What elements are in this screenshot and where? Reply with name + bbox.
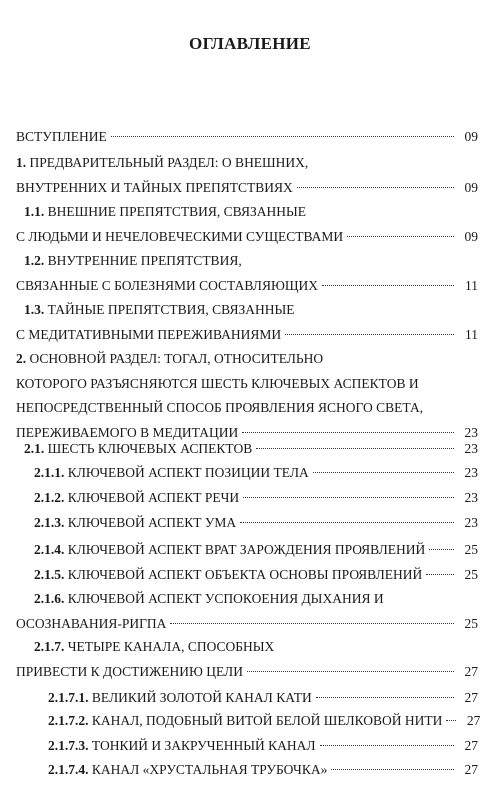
page-number: 09	[464, 179, 478, 195]
section-title: ВНЕШНИЕ ПРЕПЯТСТВИЯ, СВЯЗАННЫЕ	[47, 204, 306, 219]
dot-leader	[316, 697, 454, 698]
toc-entry-text	[16, 613, 166, 635]
section-number: 2.1.7.2.	[48, 713, 89, 728]
section-title: ОСНОВНОЙ РАЗДЕЛ: ТОГАЛ, ОТНОСИТЕЛЬНО	[29, 351, 324, 366]
page-number: 11	[465, 277, 478, 293]
dot-leader	[322, 285, 454, 286]
toc-entry-text	[16, 126, 107, 148]
toc-entry-text	[34, 487, 239, 509]
toc-entry-text	[24, 253, 242, 268]
toc-entry	[34, 487, 478, 509]
section-title: КЛЮЧЕВОЙ АСПЕКТ УСПОКОЕНИЯ ДЫХАНИЯ И	[67, 591, 384, 606]
dot-leader	[429, 549, 454, 550]
dot-leader	[256, 448, 454, 449]
toc-entry-line	[16, 397, 423, 419]
page-number: 23	[464, 465, 478, 480]
toc-entry-line	[16, 348, 323, 370]
section-title: ВСТУПЛЕНИЕ	[16, 129, 107, 144]
toc-entry-text	[34, 512, 236, 534]
toc-entry-line	[16, 152, 308, 174]
section-title: ПЕРЕЖИВАЕМОГО В МЕДИТАЦИИ	[16, 424, 239, 440]
section-title: КЛЮЧЕВОЙ АСПЕКТ ОБЪЕКТА ОСНОВЫ ПРОЯВЛЕНИЙ	[67, 567, 423, 582]
section-number: 2.1.2.	[34, 490, 65, 505]
section-number: 2.1.	[24, 441, 45, 456]
toc-entry	[34, 512, 478, 534]
section-number: 2.1.7.1.	[48, 690, 89, 705]
section-title: ПРЕДВАРИТЕЛЬНЫЙ РАЗДЕЛ: О ВНЕШНИХ,	[29, 155, 309, 170]
toc-entry	[16, 661, 478, 683]
toc-entry	[16, 324, 478, 346]
section-title: ПРИВЕСТИ К ДОСТИЖЕНИЮ ЦЕЛИ	[16, 663, 243, 679]
dot-leader	[426, 574, 454, 575]
page-number: 11	[465, 326, 478, 342]
section-title: ЧЕТЫРЕ КАНАЛА, СПОСОБНЫХ	[67, 639, 275, 654]
toc-entry-text	[34, 564, 422, 586]
toc-entry-line	[34, 588, 384, 610]
section-number: 1.3.	[24, 302, 45, 317]
section-number: 2.1.4.	[34, 542, 65, 557]
toc-entry-text	[48, 710, 442, 732]
page-number: 27	[464, 738, 478, 753]
toc-entry	[34, 564, 478, 586]
section-number: 1.1.	[24, 204, 45, 219]
section-number: 2.1.1.	[34, 465, 65, 480]
toc-entry-text	[16, 376, 419, 391]
toc-entry-text	[16, 351, 323, 366]
toc-entry-text	[16, 275, 318, 297]
dot-leader	[242, 432, 454, 433]
toc-entry	[16, 177, 478, 199]
section-title: С МЕДИТАТИВНЫМИ ПЕРЕЖИВАНИЯМИ	[16, 326, 282, 342]
toc-entry-text	[16, 177, 293, 199]
section-title: НЕПОСРЕДСТВЕННЫЙ СПОСОБ ПРОЯВЛЕНИЯ ЯСНОГО СВЕТА,	[16, 400, 424, 415]
toc-entry-text	[24, 204, 306, 219]
dot-leader	[331, 769, 454, 770]
dot-leader	[170, 623, 454, 624]
dot-leader	[111, 136, 454, 137]
page-number: 25	[464, 567, 478, 582]
section-title: ШЕСТЬ КЛЮЧЕВЫХ АСПЕКТОВ	[47, 441, 253, 456]
page-number: 27	[464, 762, 478, 777]
toc-entry	[16, 613, 478, 635]
toc-entry	[16, 275, 478, 297]
dot-leader	[320, 745, 454, 746]
toc-entry	[34, 462, 478, 484]
page-number: 23	[464, 424, 478, 440]
toc-entry-line	[34, 636, 274, 658]
toc-entry-text	[34, 462, 309, 484]
toc-entry-text	[24, 302, 294, 317]
section-number: 2.1.7.4.	[48, 762, 89, 777]
dot-leader	[243, 497, 454, 498]
toc-entry-text	[48, 687, 312, 709]
page-number: 23	[464, 490, 478, 505]
toc-entry	[16, 126, 478, 148]
toc-entry-line	[24, 201, 306, 223]
toc-entry-text	[16, 226, 343, 248]
section-title: КЛЮЧЕВОЙ АСПЕКТ ВРАТ ЗАРОЖДЕНИЯ ПРОЯВЛЕНИЙ	[67, 542, 426, 557]
page-number: 09	[464, 129, 478, 144]
toc-entry	[48, 759, 478, 781]
section-title: ВНУТРЕННИХ И ТАЙНЫХ ПРЕПЯТСТВИЯХ	[16, 179, 293, 195]
section-title: КАНАЛ, ПОДОБНЫЙ ВИТОЙ БЕЛОЙ ШЕЛКОВОЙ НИТИ	[91, 713, 443, 728]
section-number: 2.1.6.	[34, 591, 65, 606]
dot-leader	[446, 720, 456, 721]
page-number: 25	[464, 542, 478, 557]
toc-entry	[48, 710, 481, 732]
dot-leader	[297, 187, 454, 188]
section-title: ТОНКИЙ И ЗАКРУЧЕННЫЙ КАНАЛ	[91, 738, 316, 753]
page-number: 27	[464, 690, 478, 705]
section-title: КЛЮЧЕВОЙ АСПЕКТ УМА	[67, 515, 237, 530]
section-number: 2.1.3.	[34, 515, 65, 530]
toc-entry	[48, 687, 478, 709]
toc-entry	[34, 539, 478, 561]
toc-entry-text	[24, 438, 252, 460]
toc-entry-text	[16, 155, 308, 170]
toc-entry-text	[34, 539, 425, 561]
section-number: 1.2.	[24, 253, 45, 268]
toc-entry-text	[48, 735, 316, 757]
page-number: 27	[464, 663, 478, 679]
dot-leader	[347, 236, 454, 237]
dot-leader	[240, 522, 454, 523]
section-title: СВЯЗАННЫЕ С БОЛЕЗНЯМИ СОСТАВЛЯЮЩИХ	[16, 277, 318, 293]
toc-entry	[16, 226, 478, 248]
section-title: КОТОРОГО РАЗЪЯСНЯЮТСЯ ШЕСТЬ КЛЮЧЕВЫХ АСПЕКТОВ И	[16, 375, 419, 391]
toc-entry-text	[34, 591, 384, 606]
section-title: ТАЙНЫЕ ПРЕПЯТСТВИЯ, СВЯЗАННЫЕ	[47, 302, 295, 317]
section-title: ОСОЗНАВАНИЯ-РИГПА	[16, 615, 167, 631]
toc-entry	[24, 438, 478, 460]
section-title: КЛЮЧЕВОЙ АСПЕКТ ПОЗИЦИИ ТЕЛА	[67, 465, 309, 480]
section-title: ВНУТРЕННИЕ ПРЕПЯТСТВИЯ,	[47, 253, 242, 268]
section-title: КАНАЛ «ХРУСТАЛЬНАЯ ТРУБОЧКА»	[91, 762, 328, 777]
page-number: 09	[464, 228, 478, 244]
dot-leader	[313, 472, 454, 473]
page-number: 23	[464, 515, 478, 530]
section-number: 2.1.5.	[34, 567, 65, 582]
page-title: ОГЛАВЛЕНИЕ	[189, 34, 311, 53]
section-number: 2.	[16, 351, 27, 366]
toc-entry-text	[16, 324, 281, 346]
page-number: 25	[464, 615, 478, 631]
section-title: С ЛЮДЬМИ И НЕЧЕЛОВЕЧЕСКИМИ СУЩЕСТВАМИ	[16, 228, 344, 244]
toc-entry-text	[16, 400, 423, 415]
toc-entry-line	[24, 250, 242, 272]
section-number: 1.	[16, 155, 27, 170]
toc-entry-line	[24, 299, 294, 321]
section-title: КЛЮЧЕВОЙ АСПЕКТ РЕЧИ	[67, 490, 240, 505]
page-number: 23	[464, 441, 478, 456]
toc-entry	[48, 735, 478, 757]
toc-entry-line	[16, 373, 419, 395]
section-title: ВЕЛИКИЙ ЗОЛОТОЙ КАНАЛ КАТИ	[91, 690, 312, 705]
dot-leader	[285, 334, 454, 335]
page-number: 27	[466, 713, 481, 728]
dot-leader	[247, 671, 454, 672]
toc-entry-text	[34, 639, 274, 654]
section-number: 2.1.7.3.	[48, 738, 89, 753]
toc-entry-text	[16, 661, 243, 683]
toc-entry-text	[48, 759, 327, 781]
section-number: 2.1.7.	[34, 639, 65, 654]
